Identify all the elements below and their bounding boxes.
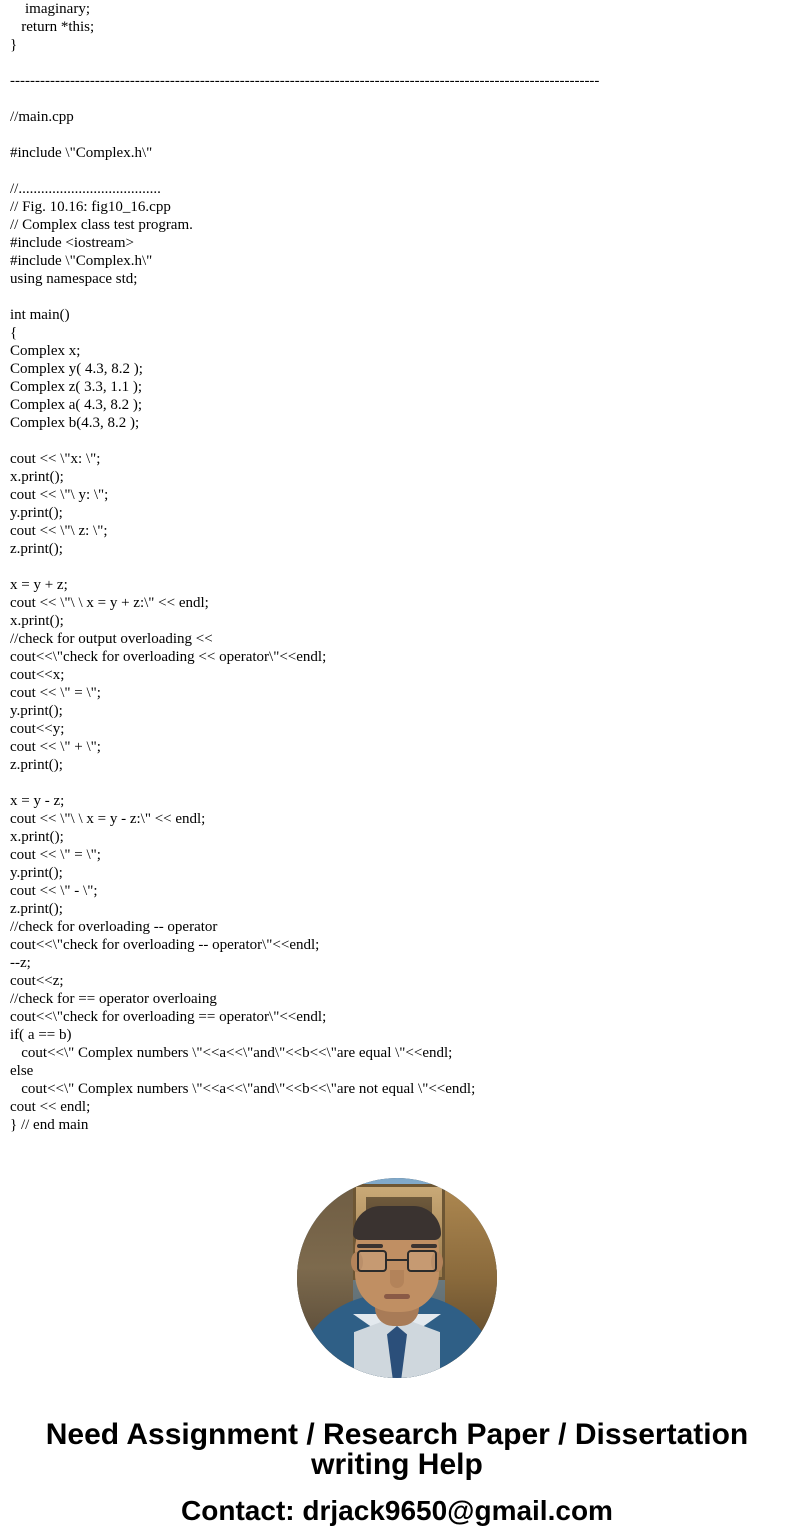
code-line: } // end main (10, 1117, 89, 1133)
code-line: y.print(); (10, 703, 63, 719)
code-line: cout<<\"check for overloading << operator\"<<endl; (10, 649, 327, 665)
code-line: #include \"Complex.h\" (10, 145, 153, 161)
portrait-glasses-bridge (387, 1259, 407, 1261)
portrait-glasses-lens-right (407, 1250, 437, 1272)
code-line: imaginary; (10, 1, 90, 17)
promo-contact: Contact: drjack9650@gmail.com (181, 1495, 613, 1526)
code-line: y.print(); (10, 865, 63, 881)
code-line: cout<<y; (10, 721, 65, 737)
code-line: cout<<\" Complex numbers \"<<a<<\"and\"<<b<<\"are not equal \"<<endl; (10, 1081, 476, 1097)
code-line: // Complex class test program. (10, 217, 193, 233)
portrait-photo (297, 1178, 497, 1378)
portrait-container (0, 1178, 794, 1378)
code-line: x.print(); (10, 829, 64, 845)
code-line: cout<<x; (10, 667, 65, 683)
code-line (10, 288, 784, 306)
code-line: z.print(); (10, 757, 63, 773)
code-line: cout<<z; (10, 973, 64, 989)
code-line (10, 90, 784, 108)
code-line: else (10, 1063, 34, 1079)
code-line: cout << \"\ \ x = y + z:\" << endl; (10, 595, 209, 611)
code-line: cout<<\" Complex numbers \"<<a<<\"and\"<<b<<\"are equal \"<<endl; (10, 1045, 453, 1061)
code-line: cout << \"\ z: \"; (10, 523, 108, 539)
code-line: cout << \"\ \ x = y - z:\" << endl; (10, 811, 206, 827)
code-line: // Fig. 10.16: fig10_16.cpp (10, 199, 171, 215)
code-line: cout << endl; (10, 1099, 91, 1115)
code-line: //check for == operator overloaing (10, 991, 217, 1007)
code-line: z.print(); (10, 541, 63, 557)
code-line: using namespace std; (10, 271, 138, 287)
code-line: cout << \" = \"; (10, 685, 101, 701)
portrait-eyebrow-right (411, 1244, 437, 1248)
code-line (10, 126, 784, 144)
code-line: cout << \"x: \"; (10, 451, 101, 467)
code-line: --z; (10, 955, 31, 971)
code-line (10, 774, 784, 792)
code-line: cout<<\"check for overloading -- operator\"<<endl; (10, 937, 320, 953)
code-line: int main() (10, 307, 70, 323)
code-line: Complex z( 3.3, 1.1 ); (10, 379, 143, 395)
code-line: cout << \" + \"; (10, 739, 101, 755)
code-line: cout<<\"check for overloading == operator\"<<endl; (10, 1009, 327, 1025)
code-line: cout << \"\ y: \"; (10, 487, 109, 503)
code-line: Complex x; (10, 343, 81, 359)
code-line: x.print(); (10, 469, 64, 485)
code-line: //...................................... (10, 181, 161, 197)
portrait-glasses-lens-left (357, 1250, 387, 1272)
code-line: cout << \" = \"; (10, 847, 101, 863)
code-line: y.print(); (10, 505, 63, 521)
code-line (10, 54, 784, 72)
portrait-mouth (384, 1294, 410, 1299)
code-line: Complex a( 4.3, 8.2 ); (10, 397, 143, 413)
code-line: Complex b(4.3, 8.2 ); (10, 415, 140, 431)
code-line: if( a == b) (10, 1027, 72, 1043)
code-line (10, 162, 784, 180)
portrait-glasses (357, 1250, 437, 1272)
code-line: z.print(); (10, 901, 63, 917)
code-line: return *this; (10, 19, 95, 35)
code-line: //check for output overloading << (10, 631, 213, 647)
code-line: //check for overloading -- operator (10, 919, 218, 935)
code-line: x.print(); (10, 613, 64, 629)
code-line: } (10, 37, 18, 53)
code-line: //main.cpp (10, 109, 74, 125)
promo-headline-line1: Need Assignment / Research Paper / Dissertation (45, 1418, 749, 1451)
code-line (10, 558, 784, 576)
portrait-eyebrow-left (357, 1244, 383, 1248)
portrait-nose (390, 1270, 404, 1288)
code-line (10, 432, 784, 450)
code-line: x = y - z; (10, 793, 65, 809)
portrait-hair (353, 1206, 441, 1240)
code-line: Complex y( 4.3, 8.2 ); (10, 361, 143, 377)
code-line: x = y + z; (10, 577, 68, 593)
code-line: cout << \" - \"; (10, 883, 98, 899)
code-line: { (10, 325, 18, 341)
horizontal-divider: ---------------------------------------------------------------------------------------------------------------------- (10, 73, 600, 89)
promo-headline-line2: writing Help (311, 1448, 483, 1481)
code-line: #include \"Complex.h\" (10, 253, 153, 269)
code-line: #include <iostream> (10, 235, 134, 251)
promo-headline (0, 1420, 794, 1480)
